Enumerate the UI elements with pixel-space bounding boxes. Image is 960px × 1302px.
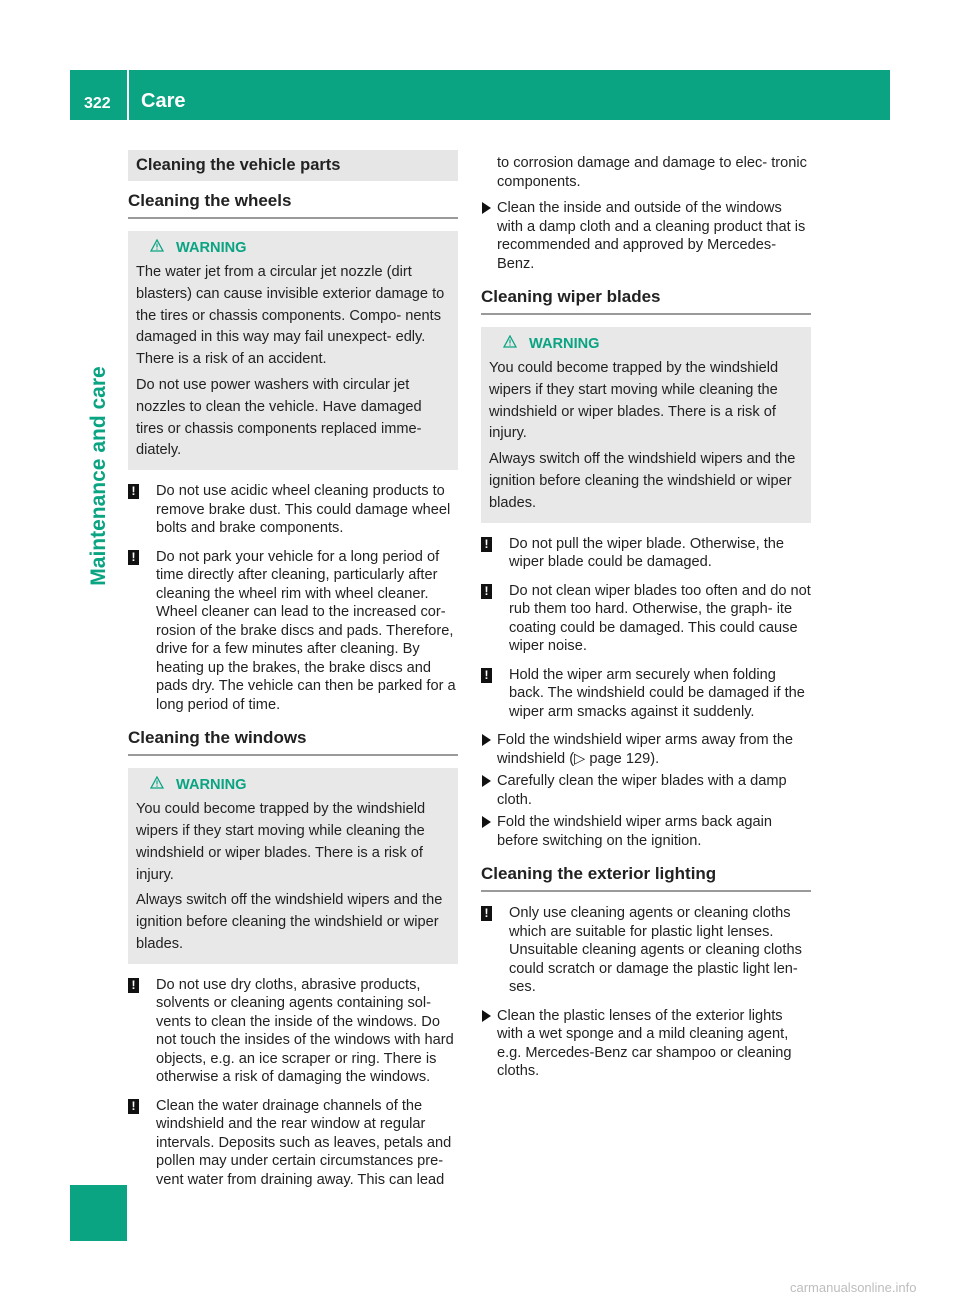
exclamation-icon: !	[481, 584, 492, 599]
watermark: carmanualsonline.info	[790, 1280, 917, 1295]
page-number: 322	[84, 95, 111, 112]
exclamation-icon: !	[128, 1099, 139, 1114]
side-chapter-label: Maintenance and care	[87, 366, 110, 586]
warning-text: You could become trapped by the windshield wipers if they start moving while cleaning the windshield or wiper blades. There is a risk of injury.	[489, 360, 779, 442]
side-marker-block	[70, 1185, 127, 1241]
warning-triangle-icon	[150, 776, 164, 793]
warning-text: Always switch off the windshield wipers and the ignition before cleaning the windshield or wiper blades.	[489, 451, 796, 511]
header-divider	[127, 70, 129, 120]
warning-box-wheels	[128, 231, 458, 470]
heading-cleaning-wheels: Cleaning the wheels	[128, 191, 458, 219]
heading-cleaning-windows: Cleaning the windows	[128, 728, 458, 756]
note-item: ! Hold the wiper arm securely when folding back. The windshield could be damaged if the wiper arm smacks against it suddenly.	[481, 666, 811, 722]
note-item: ! Do not use acidic wheel cleaning products to remove brake dust. This could damage wheel bolts and brake components.	[128, 482, 458, 538]
warning-label: WARNING	[176, 239, 247, 256]
warning-triangle-icon	[150, 239, 164, 256]
side-tab	[70, 120, 127, 1241]
left-column	[128, 150, 458, 1199]
right-column	[481, 154, 811, 1085]
chapter-title: Care	[141, 90, 186, 112]
continued-text: to corrosion damage and damage to elec- tronic components.	[497, 155, 807, 190]
exclamation-icon: !	[481, 668, 492, 683]
step-item: Carefully clean the wiper blades with a damp cloth.	[481, 772, 811, 809]
note-item: ! Clean the water drainage channels of the windshield and the rear window at regular intervals. Deposits such as leaves, petals and pollen may under certain circumstances pre- vent water from draining away. This can lead	[128, 1097, 458, 1190]
warning-box-wipers	[481, 327, 811, 523]
warning-label: WARNING	[529, 335, 600, 352]
arrow-right-icon	[482, 816, 491, 828]
note-item: ! Only use cleaning agents or cleaning cloths which are suitable for plastic light lenses. Unsuitable cleaning agents or cleaning cloths could scratch or damage the plastic light len- ses.	[481, 904, 811, 997]
page-header	[70, 70, 890, 120]
note-item: ! Do not clean wiper blades too often and do not rub them too hard. Otherwise, the graph- ite coating could be damaged. This could cause wiper noise.	[481, 582, 811, 656]
exclamation-icon: !	[128, 484, 139, 499]
warning-text: Always switch off the windshield wipers and the ignition before cleaning the windshield or wiper blades.	[136, 892, 443, 952]
warning-label: WARNING	[176, 776, 247, 793]
step-item: Clean the plastic lenses of the exterior lights with a wet sponge and a mild cleaning agent, e.g. Mercedes-Benz car shampoo or cleaning cloths.	[481, 1007, 811, 1081]
step-item: Fold the windshield wiper arms back again before switching on the ignition.	[481, 813, 811, 850]
section-title: Cleaning the vehicle parts	[128, 150, 458, 181]
exclamation-icon: !	[481, 906, 492, 921]
note-item: ! Do not park your vehicle for a long period of time directly after cleaning, particularly after cleaning the wheel rim with wheel cleaner. Wheel cleaner can lead to the increased cor- rosion of the brake discs and pads. Therefore, drive for a few minutes after cleaning. By heating up the brakes, the brake discs and pads dry. The vehicle can then be parked for a long period of time.	[128, 548, 458, 715]
arrow-right-icon	[482, 202, 491, 214]
warning-text: Do not use power washers with circular jet nozzles to clean the vehicle. Have damaged tires or chassis components replaced imme- diately.	[136, 376, 422, 459]
warning-text: You could become trapped by the windshield wipers if they start moving while cleaning the windshield or wiper blades. There is a risk of injury.	[136, 801, 426, 883]
heading-cleaning-wiper-blades: Cleaning wiper blades	[481, 287, 811, 315]
arrow-right-icon	[482, 775, 491, 787]
warning-text: The water jet from a circular jet nozzle (dirt blasters) can cause invisible exterior damage to the tires or chassis components. Compo- nents damaged in this way may fail unexpect- edly. There is a risk of an accident.	[136, 264, 445, 368]
note-item: ! Do not use dry cloths, abrasive products, solvents or cleaning agents containing sol- vents to clean the inside of the windows. Do not touch the insides of the windows with hard objects, e.g. an ice scraper or ring. There is otherwise a risk of damaging the windows.	[128, 976, 458, 1087]
note-item: ! Do not pull the wiper blade. Otherwise, the wiper blade could be damaged.	[481, 535, 811, 572]
arrow-right-icon	[482, 1010, 491, 1022]
step-item: Fold the windshield wiper arms away from the windshield (▷ page 129).	[481, 731, 811, 768]
exclamation-icon: !	[481, 537, 492, 552]
arrow-right-icon	[482, 734, 491, 746]
warning-box-windows	[128, 768, 458, 964]
exclamation-icon: !	[128, 978, 139, 993]
warning-triangle-icon	[503, 335, 517, 352]
exclamation-icon: !	[128, 550, 139, 565]
heading-cleaning-exterior-lighting: Cleaning the exterior lighting	[481, 864, 811, 892]
step-item: Clean the inside and outside of the windows with a damp cloth and a cleaning product that is recommended and approved by Mercedes- Benz.	[481, 199, 811, 273]
